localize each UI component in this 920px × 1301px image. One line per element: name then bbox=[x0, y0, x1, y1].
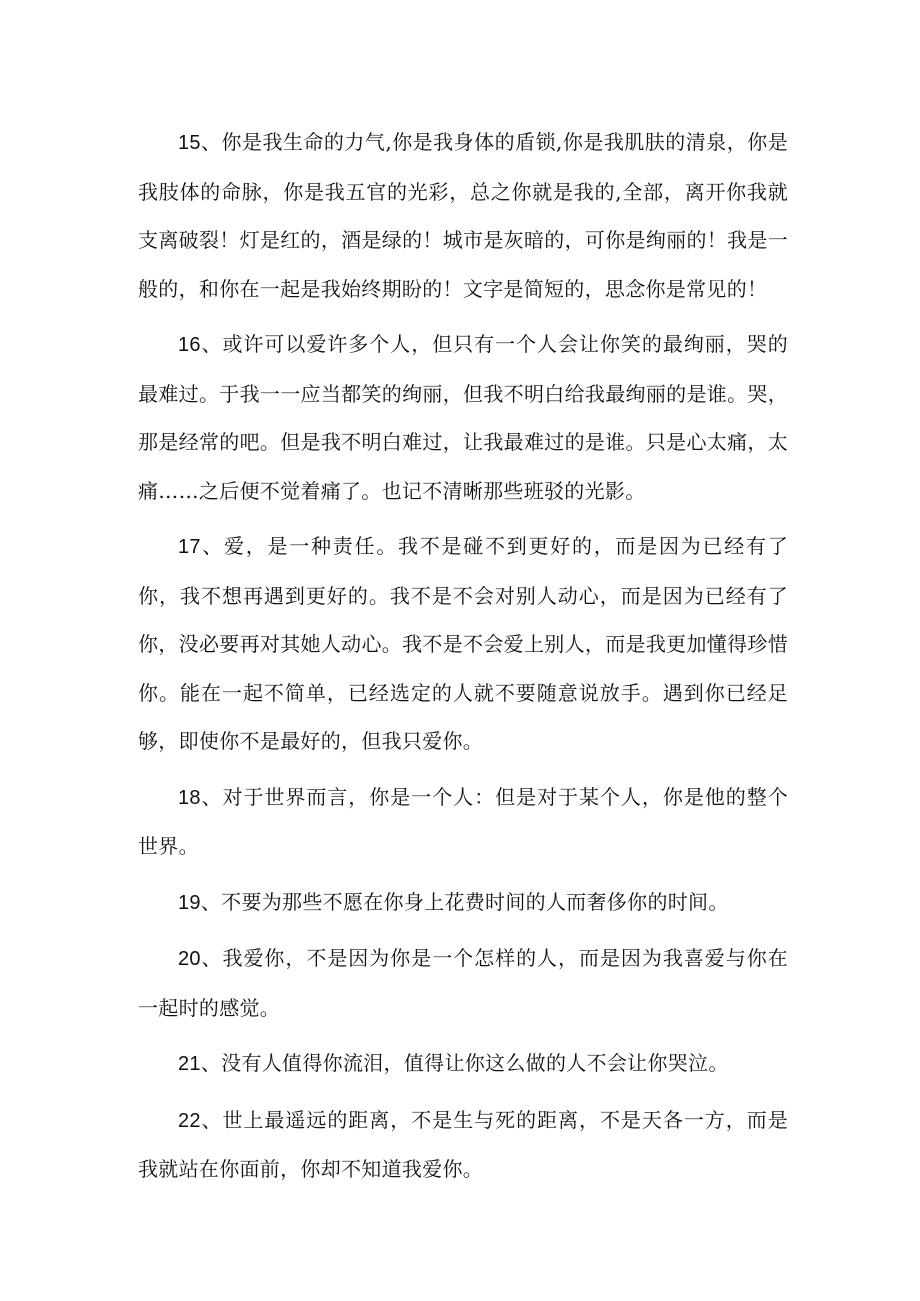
paragraph-15 bbox=[138, 118, 788, 313]
paragraph-text: 、爱，是一种责任。我不是碰不到更好的，而是因为已经有了你，我不想再遇到更好的。我不是不会对别人动心，而是因为已经有了你，没必要再对其她人动心。我不是不会爱上别人，而是我更加懂得珍惜你。能在一起不简单，已经选定的人就不要随意说放手。遇到你已经足够，即使你不是最好的，但我只爱你。 bbox=[138, 534, 788, 753]
paragraph-17 bbox=[138, 522, 788, 766]
paragraph-number: 19 bbox=[178, 891, 201, 914]
paragraph-text: 、世上最遥远的距离，不是生与死的距离，不是天各一方，而是我就站在你面前，你却不知道我爱你。 bbox=[138, 1107, 788, 1181]
paragraph-text: 、或许可以爱许多个人，但只有一个人会让你笑的最绚丽，哭的最难过。于我一一应当都笑的绚丽，但我不明白给我最绚丽的是谁。哭，那是经常的吧。但是我不明白难过，让我最难过的是谁。只是心太痛，太痛……之后便不觉着痛了。也记不清晰那些班驳的光影。 bbox=[138, 332, 788, 503]
paragraph-text: 、没有人值得你流泪，值得让你这么做的人不会让你哭泣。 bbox=[200, 1051, 729, 1075]
paragraph-number: 22 bbox=[178, 1109, 201, 1132]
document-body bbox=[138, 118, 788, 1201]
paragraph-number: 15 bbox=[178, 132, 201, 154]
paragraph-text: 、不要为那些不愿在你身上花费时间的人而奢侈你的时间。 bbox=[200, 889, 729, 914]
paragraph-19 bbox=[138, 878, 788, 928]
paragraph-number: 18 bbox=[178, 786, 201, 809]
paragraph-18 bbox=[138, 773, 788, 871]
paragraph-number: 17 bbox=[178, 536, 201, 558]
paragraph-22 bbox=[138, 1096, 788, 1194]
paragraph-number: 20 bbox=[178, 948, 201, 970]
paragraph-text: 、对于世界而言，你是一个人：但是对于某个人，你是他的整个世界。 bbox=[138, 784, 788, 858]
paragraph-number: 21 bbox=[178, 1053, 201, 1075]
paragraph-21 bbox=[138, 1039, 788, 1089]
paragraph-number: 16 bbox=[178, 334, 201, 356]
paragraph-text: 、我爱你，不是因为你是一个怎样的人，而是因为我喜爱与你在一起时的感觉。 bbox=[138, 946, 788, 1020]
paragraph-20 bbox=[138, 934, 788, 1032]
paragraph-text: 、你是我生命的力气,你是我身体的盾锁,你是我肌肤的清泉，你是我肢体的命脉，你是我五官的光彩，总之你就是我的,全部，离开你我就支离破裂！灯是红的，酒是绿的！城市是灰暗的，可你是绚丽的！我是一般的，和你在一起是我始终期盼的！文字是简短的，思念你是常见的！ bbox=[138, 130, 788, 301]
paragraph-16 bbox=[138, 320, 788, 515]
